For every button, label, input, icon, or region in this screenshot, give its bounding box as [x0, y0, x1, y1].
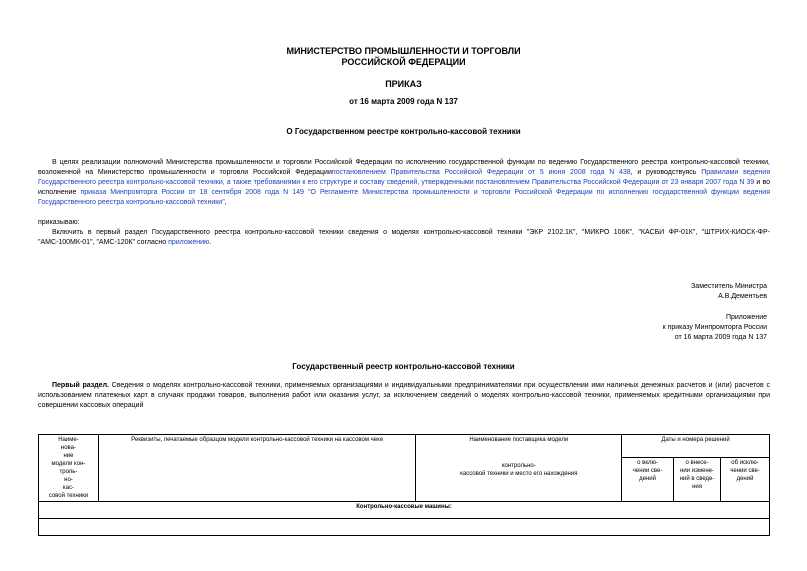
- table-empty-row: [39, 519, 770, 536]
- link-annex[interactable]: приложению: [168, 239, 210, 246]
- order-item-end: .: [209, 239, 212, 246]
- group-cash-machines: Контрольно-кассовые машины:: [39, 502, 770, 519]
- section-paragraph: [38, 381, 770, 411]
- signature-name: А.В.Дементьев: [718, 293, 767, 300]
- header-requisites: Реквизиты, печатаемые образцом модели контрольно-кассовой техники на кассовом чеке: [98, 435, 415, 502]
- registry-title: Государственный реестр контрольно-кассовой техники: [292, 362, 515, 371]
- order-subject: О Государственном реестре контрольно-кассовой техники: [286, 127, 521, 136]
- header-supplier-bottom: контрольно- кассовой техники и место его нахождения: [460, 463, 578, 477]
- signature-block: [691, 282, 767, 302]
- header-supplier: [416, 435, 622, 502]
- ministry-line-2: РОССИЙСКОЙ ФЕДЕРАЦИИ: [341, 57, 466, 67]
- link-order-149[interactable]: приказа Минпромторга России от 18 сентября 2008 года N 149 "О Регламенте Министерства промышленности и торговли Российской Федерации по исполнению государственной функции ведения Государственного реестра контрольно-кассовой техники": [38, 189, 770, 206]
- annex-line-2: к приказу Минпромторга России: [662, 324, 767, 331]
- table-group-row: [39, 502, 770, 519]
- preamble-text-3: и во исполнение: [38, 179, 770, 196]
- table-header-row-1: [39, 435, 770, 458]
- order-item-text: Включить в первый раздел Государственного реестра контрольно-кассовой техники сведения о моделях контрольно-кассовой техники "ЭКР 2102.1К", "МИКРО 106К", "КАСБИ ФР-01К", "ШТРИХ-КИОСК-ФР-"АМС-100МК-01", "АМС-120К" согласно: [38, 229, 770, 246]
- header-decisions: Даты и номера решений: [622, 435, 770, 458]
- header-supplier-top: Наименование поставщика модели: [469, 437, 569, 443]
- ministry-title: [0, 46, 807, 68]
- order-type-heading: ПРИКАЗ: [385, 79, 422, 89]
- link-registry-rules[interactable]: Правилами ведения Государственного реестра контрольно-кассовой техники, а также требованиями к его структуре и составу сведений, утвержденными постановлением Правительства Российской Федерации от 23 января 2007 года N 39: [38, 169, 770, 186]
- table-empty-cell: [39, 519, 770, 536]
- signature-position: Заместитель Министра: [691, 283, 767, 290]
- preamble-paragraph: [38, 158, 770, 208]
- registry-table: [38, 434, 770, 536]
- order-date: от 16 марта 2009 года N 137: [349, 97, 458, 106]
- preamble-text-4: ,: [224, 199, 227, 206]
- order-word: приказываю:: [38, 219, 80, 226]
- section-label: Первый раздел.: [52, 382, 109, 389]
- annex-block: [663, 313, 767, 343]
- order-item-paragraph: [38, 228, 770, 248]
- preamble-text-2: , и руководствуясь: [630, 169, 702, 176]
- preamble-text-1: В целях реализации полномочий Министерства промышленности и торговли Российской Федерации по исполнению государственной функции по ведению Государственного реестра контрольно-кассовой техники, возложенной на Министерство промышленности и торговли Российской Федерации: [38, 159, 770, 176]
- header-change: о внесе- нии измене- ний в сведе- ния: [674, 458, 721, 502]
- ministry-line-1: МИНИСТЕРСТВО ПРОМЫШЛЕННОСТИ И ТОРГОВЛИ: [286, 46, 521, 56]
- annex-line-3: от 16 марта 2009 года N 137: [674, 334, 767, 341]
- annex-label: Приложение: [725, 314, 767, 321]
- header-include: о вклю- чении све- дений: [622, 458, 674, 502]
- header-model-name: Наиме- нова- ние модели кон- троль- но- кас- совой техники: [39, 435, 99, 502]
- header-exclude: об исклю- чении све- дений: [721, 458, 770, 502]
- link-government-decree-438[interactable]: постановлением Правительства Российской Федерации от 5 июня 2008 года N 438: [331, 169, 631, 176]
- section-text: Сведения о моделях контрольно-кассовой техники, применяемых организациями и индивидуальными предпринимателями при осуществлении ими наличных денежных расчетов и (или) расчетов с использованием платежных карт в случаях продажи товаров, выполнения работ или оказания услуг, за исключением сведений о моделях контрольно-кассовой техники, применяемых кредитными организациями при совершении кассовых операций: [38, 382, 770, 409]
